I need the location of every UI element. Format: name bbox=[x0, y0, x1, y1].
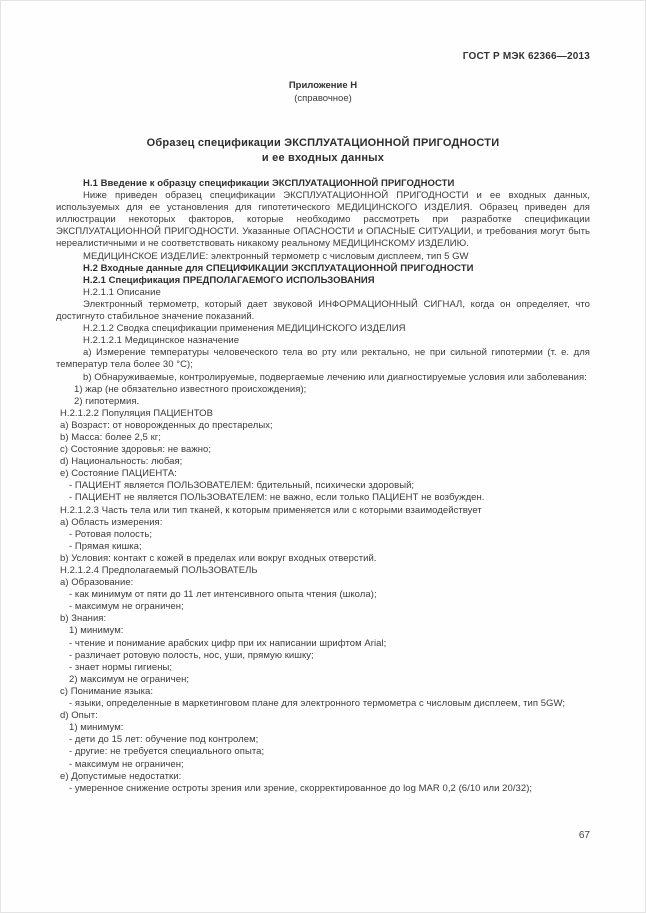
page-title bbox=[0, 136, 646, 166]
document-line: а) Измерение температуры человеческого тела во рту или ректально, не при сильной гипотермии (т. е. для температур тела более 30 °C); bbox=[56, 347, 590, 371]
document-line: - максимум не ограничен; bbox=[69, 601, 184, 613]
document-line: - умеренное снижение остроты зрения или зрение, скорректированное до log MAR 0,2 (6/10 или 20/32); bbox=[69, 782, 533, 794]
document-line: b) Знания: bbox=[60, 613, 107, 625]
document-line: Электронный термометр, который дает звуковой ИНФОРМАЦИОННЫЙ СИГНАЛ, когда он определяет, что достигнуто стабильное значение показаний. bbox=[56, 298, 590, 323]
document-line: - различает ротовую полость, нос, уши, прямую кишку; bbox=[69, 649, 314, 661]
document-line: а) Образование: bbox=[60, 577, 134, 589]
document-line: 1) минимум: bbox=[69, 722, 124, 734]
standard-designation: ГОСТ Р МЭК 62366—2013 bbox=[462, 51, 590, 62]
appendix-type: (справочное) bbox=[294, 93, 352, 104]
document-line: Н.2.1.2.1 Медицинское назначение bbox=[83, 335, 240, 347]
document-line: а) Область измерения: bbox=[60, 516, 163, 528]
document-line: Ниже приведен образец спецификации ЭКСПЛУАТАЦИОННОЙ ПРИГОДНОСТИ и ее входных данных, используемых для ее установления для гипотетического МЕДИЦИНСКОГО ИЗДЕЛИЯ. Образец приведен для иллюстрации некоторых факторов, которые необходимо рассмотреть при разработке спецификации ЭКСПЛУАТАЦИОННОЙ ПРИГОДНОСТИ. Указанные ОПАСНОСТИ и ОПАСНЫЕ СИТУАЦИИ, и требования могут быть нереалистичными и не соответствовать никакому реальному МЕДИЦИНСКОМУ ИЗДЕЛИЮ. bbox=[56, 190, 590, 250]
document-line: 1) минимум: bbox=[69, 625, 124, 637]
document-line: 1) жар (не обязательно известного происхождения); bbox=[74, 383, 307, 395]
document-line: c) Состояние здоровья: не важно; bbox=[60, 444, 212, 456]
document-line: - максимум не ограничен; bbox=[69, 758, 184, 770]
document-line: Н.2.1.2.2 Популяция ПАЦИЕНТОВ bbox=[60, 407, 213, 419]
document-line: - другие: не требуется специального опыта; bbox=[69, 746, 265, 758]
document-line: b) Обнаруживаемые, контролируемые, подвергаемые лечению или диагностируемые условия или заболевания: bbox=[83, 371, 587, 383]
document-line: - Прямая кишка; bbox=[69, 540, 142, 552]
document-line: Н.2.1.1 Описание bbox=[83, 286, 161, 298]
document-line: c) Понимание языка: bbox=[60, 685, 154, 697]
document-line: Н.2.1.2 Сводка спецификации применения МЕДИЦИНСКОГО ИЗДЕЛИЯ bbox=[83, 323, 406, 335]
document-line: - ПАЦИЕНТ не является ПОЛЬЗОВАТЕЛЕМ: не важно, если только ПАЦИЕНТ не возбужден. bbox=[69, 492, 485, 504]
page-title-line1: Образец спецификации ЭКСПЛУАТАЦИОННОЙ ПРИГОДНОСТИ bbox=[146, 137, 500, 149]
document-line: - ПАЦИЕНТ является ПОЛЬЗОВАТЕЛЕМ: бдительный, психически здоровый; bbox=[69, 480, 415, 492]
document-line: b) Условия: контакт с кожей в пределах или вокруг входных отверстий. bbox=[60, 552, 377, 564]
document-line: - Ротовая полость; bbox=[69, 528, 153, 540]
document-line: e) Допустимые недостатки: bbox=[60, 770, 182, 782]
page-number: 67 bbox=[578, 830, 590, 841]
document-line: d) Национальность: любая; bbox=[60, 456, 183, 468]
document-line: d) Опыт: bbox=[60, 710, 98, 722]
document-line: - чтение и понимание арабских цифр при их написании шрифтом Arial; bbox=[69, 637, 387, 649]
document-line: Н.2.1 Спецификация ПРЕДПОЛАГАЕМОГО ИСПОЛЬЗОВАНИЯ bbox=[83, 274, 375, 286]
document-line: - языки, определенные в маркетинговом плане для электронного термометра с числовым дисплеем, тип 5GW; bbox=[69, 698, 566, 710]
document-line: - дети до 15 лет: обучение под контролем; bbox=[69, 734, 259, 746]
document-line: 2) гипотермия. bbox=[74, 395, 140, 407]
document-line: Н.2.1.2.4 Предполагаемый ПОЛЬЗОВАТЕЛЬ bbox=[60, 565, 258, 576]
page-title-line2: и ее входных данных bbox=[261, 152, 385, 164]
document-line: а) Возраст: от новорожденных до престарелых; bbox=[60, 419, 273, 431]
document-line: Н.2 Входные данные для СПЕЦИФИКАЦИИ ЭКСПЛУАТАЦИОННОЙ ПРИГОДНОСТИ bbox=[83, 262, 474, 274]
appendix-heading bbox=[0, 79, 646, 105]
document-line: - знает нормы гигиены; bbox=[69, 661, 173, 673]
document-line: МЕДИЦИНСКОЕ ИЗДЕЛИЕ: электронный термометр с числовым дисплеем, тип 5 GW bbox=[83, 250, 469, 262]
document-line: Н.1 Введение к образцу спецификации ЭКСПЛУАТАЦИОННОЙ ПРИГОДНОСТИ bbox=[83, 178, 455, 189]
document-line: - как минимум от пяти до 11 лет интенсивного опыта чтения (школа); bbox=[69, 589, 377, 601]
appendix-label: Приложение Н bbox=[288, 80, 358, 91]
document-line: Н.2.1.2.3 Часть тела или тип тканей, к которым применяется или с которыми взаимодействует bbox=[60, 504, 482, 516]
document-line: b) Масса: более 2,5 кг; bbox=[60, 431, 161, 443]
document-body bbox=[56, 178, 590, 795]
document-line: 2) максимум не ограничен; bbox=[69, 673, 190, 685]
document-line: e) Состояние ПАЦИЕНТА: bbox=[60, 468, 177, 480]
